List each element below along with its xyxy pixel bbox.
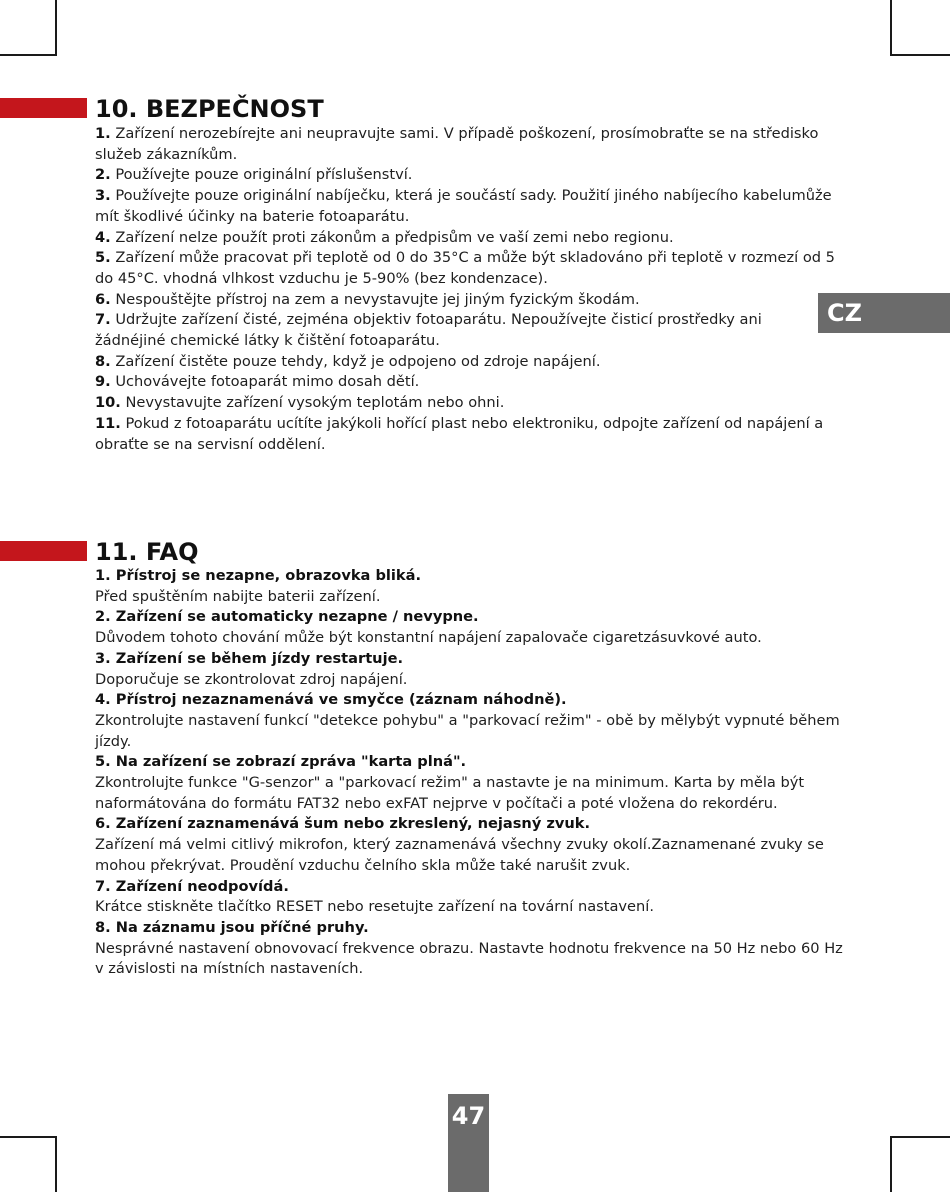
safety-item: 4. Zařízení nelze použít proti zákonům a předpisům ve vaší zemi nebo regionu. <box>95 228 674 246</box>
safety-item: 6. Nespouštějte přístroj na zem a nevystavujte jej jiným fyzickým škodám. <box>95 290 640 308</box>
safety-item: 1. Zařízení nerozebírejte ani neupravujte sami. V případě poškození, prosímobraťte se na středisko služeb zákazníkům. <box>95 125 819 163</box>
faq-answer: Před spuštěním nabijte baterii zařízení. <box>95 587 381 605</box>
faq-question: 3. Zařízení se během jízdy restartuje. <box>95 649 404 667</box>
crop-mark-bottom-left-h <box>0 1136 57 1138</box>
crop-mark-top-left-v <box>55 0 57 56</box>
faq-question: 6. Zařízení zaznamenává šum nebo zkreslený, nejasný zvuk. <box>95 815 591 833</box>
safety-item: 8. Zařízení čistěte pouze tehdy, když je odpojeno od zdroje napájení. <box>95 352 601 370</box>
safety-item: 11. Pokud z fotoaparátu ucítíte jakýkoli hořící plast nebo elektroniku, odpojte zařízení od napájení a obraťte se na servisní oddělení. <box>95 414 824 453</box>
faq-heading: 11. FAQ <box>95 538 199 566</box>
safety-item: 3. Používejte pouze originální nabíječku, která je součástí sady. Použití jiného nabíjecího kabelumůže mít škodlivé účinky na baterie fotoaparátu. <box>95 187 832 225</box>
faq-answer: Důvodem tohoto chování může být konstantní napájení zapalovače cigaretzásuvkové auto. <box>95 629 762 647</box>
faq-question: 8. Na záznamu jsou příčné pruhy. <box>95 918 369 936</box>
faq-question: 4. Přístroj nezaznamenává ve smyčce (záznam náhodně). <box>95 691 567 709</box>
faq-answer: Zkontrolujte funkce "G-senzor" a "parkovací režim" a nastavte je na minimum. Karta by měla být naformátována do formátu FAT32 nebo exFAT nejprve v počítači a poté vložena do rekordéru. <box>95 774 805 812</box>
faq-question: 1. Přístroj se nezapne, obrazovka bliká. <box>95 567 422 584</box>
language-tab: CZ <box>818 293 950 333</box>
safety-item: 5. Zařízení může pracovat při teplotě od 0 do 35°C a může být skladováno při teplotě v rozmezí od 5 do 45°C. vhodná vlhkost vzduchu je 5-90% (bez kondenzace). <box>95 249 835 287</box>
page-number: 47 <box>448 1094 489 1192</box>
safety-item: 10. Nevystavujte zařízení vysokým teplotám nebo ohni. <box>95 394 505 412</box>
faq-list <box>95 566 855 980</box>
faq-question: 2. Zařízení se automaticky nezapne / nevypne. <box>95 608 479 626</box>
crop-mark-bottom-right-h <box>890 1136 950 1138</box>
faq-answer: Zařízení má velmi citlivý mikrofon, který zaznamenává všechny zvuky okolí.Zaznamenané zvuky se mohou překrývat. Proudění vzduchu čelního skla může také narušit zvuk. <box>95 836 824 874</box>
faq-answer: Krátce stiskněte tlačítko RESET nebo resetujte zařízení na tovární nastavení. <box>95 898 654 916</box>
safety-item: 9. Uchovávejte fotoaparát mimo dosah dětí. <box>95 373 420 391</box>
faq-answer: Nesprávné nastavení obnovovací frekvence obrazu. Nastavte hodnotu frekvence na 50 Hz nebo 60 Hz v závislosti na místních nastaveních. <box>95 939 843 978</box>
section-marker-bar <box>0 541 87 561</box>
crop-mark-bottom-right-v <box>890 1136 892 1192</box>
section-marker-bar <box>0 98 87 118</box>
safety-heading: 10. BEZPEČNOST <box>95 95 324 123</box>
crop-mark-top-right-h <box>890 54 950 56</box>
safety-item: 7. Udržujte zařízení čisté, zejména objektiv fotoaparátu. Nepoužívejte čisticí prostředky ani žádnéjiné chemické látky k čištění fotoaparátu. <box>95 311 762 350</box>
crop-mark-bottom-left-v <box>55 1136 57 1192</box>
faq-question: 7. Zařízení neodpovídá. <box>95 877 289 895</box>
safety-item: 2. Používejte pouze originální příslušenství. <box>95 166 413 184</box>
safety-list <box>95 124 855 455</box>
crop-mark-top-left-h <box>0 54 57 56</box>
faq-question: 5. Na zařízení se zobrazí zpráva "karta plná". <box>95 753 467 771</box>
crop-mark-top-right-v <box>890 0 892 56</box>
faq-answer: Doporučuje se zkontrolovat zdroj napájení. <box>95 670 408 688</box>
faq-answer: Zkontrolujte nastavení funkcí "detekce pohybu" a "parkovací režim" - obě by mělybýt vypnuté během jízdy. <box>95 711 840 750</box>
